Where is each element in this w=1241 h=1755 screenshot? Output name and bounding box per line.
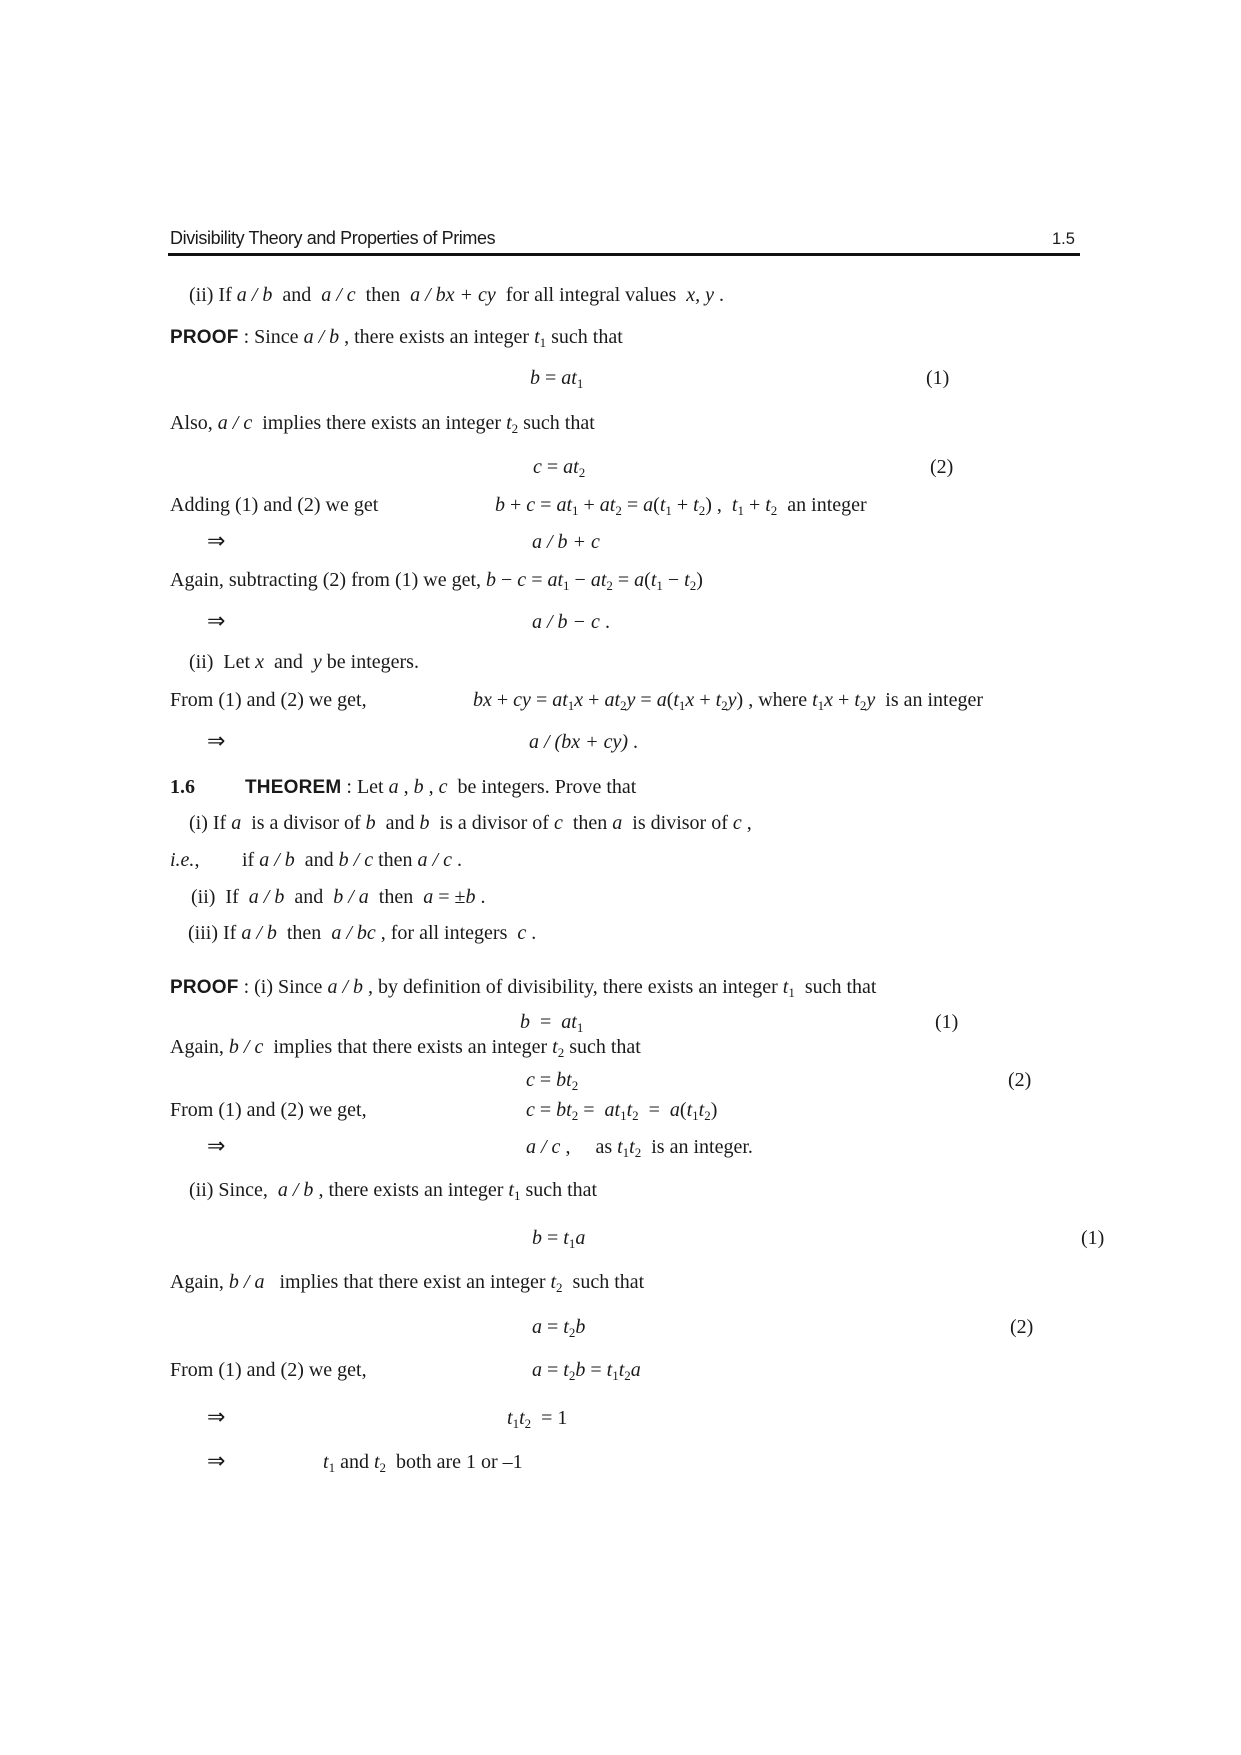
equation: a / b − c . xyxy=(532,611,610,633)
equation: $c = at_2$ xyxy=(533,456,586,480)
text-line: Again, b / a implies that there exist an integer $t_2$ such that xyxy=(170,1271,645,1295)
implies-arrow: ⇒ xyxy=(207,1134,226,1159)
header-title: Divisibility Theory and Properties of Primes xyxy=(170,228,496,248)
text-line: Again, b / c implies that there exists an integer $t_2$ such that xyxy=(170,1036,641,1060)
equation: a / b + c xyxy=(532,531,600,553)
implies-arrow: ⇒ xyxy=(207,1449,226,1474)
text-line: (iii) If a / b then a / bc , for all integers c . xyxy=(188,922,537,944)
implies-arrow: ⇒ xyxy=(207,609,226,634)
equation: $b = at_1$ xyxy=(530,367,584,391)
equation: $a = t_2b$ xyxy=(532,1316,586,1340)
text-line: if a / b and b / c then a / c . xyxy=(242,849,462,871)
equation: $a = t_2b = t_1t_2a$ xyxy=(532,1359,641,1383)
header-rule xyxy=(168,253,1080,256)
implies-arrow: ⇒ xyxy=(207,1405,226,1430)
equation: $b = at_1$ xyxy=(520,1011,584,1035)
text-line: From (1) and (2) we get, xyxy=(170,689,367,711)
text-line: (ii) If a / b and b / a then a = ±b . xyxy=(191,886,486,908)
equation: $c = bt_2$ xyxy=(526,1069,579,1093)
text-line: Also, a / c implies there exists an integer $t_2$ such that xyxy=(170,412,595,436)
text-line: From (1) and (2) we get, xyxy=(170,1359,367,1381)
equation-number: (1) xyxy=(926,367,950,389)
equation-number: (1) xyxy=(1081,1227,1105,1249)
text-line: (ii) Since, a / b , there exists an integer $t_1$ such that xyxy=(189,1179,598,1203)
equation: $b + c = at_1 + at_2 = a(t_1 + t_2)$ , $t_1 + t_2$ an integer xyxy=(495,494,867,518)
text-line: (i) If a is a divisor of b and b is a divisor of c then a is divisor of c , xyxy=(189,812,752,834)
section-number: 1.6 xyxy=(170,776,195,798)
text-line: PROOF : Since a / b , there exists an integer $t_1$ such that xyxy=(170,326,623,350)
equation: $c = bt_2 = at_1t_2 = a(t_1t_2)$ xyxy=(526,1099,718,1123)
text-line: i.e., xyxy=(170,849,200,871)
equation: $b = t_1a$ xyxy=(532,1227,586,1251)
text-line: From (1) and (2) we get, xyxy=(170,1099,367,1121)
text-line: (ii) If a / b and a / c then a / bx + cy for all integral values x, y . xyxy=(189,284,725,306)
equation-number: (2) xyxy=(930,456,954,478)
implies-arrow: ⇒ xyxy=(207,729,226,754)
equation-number: (1) xyxy=(935,1011,959,1033)
equation-number: (2) xyxy=(1008,1069,1032,1091)
text-line: Adding (1) and (2) we get xyxy=(170,494,379,516)
text-line: Again, subtracting (2) from (1) we get, $b - c = at_1 - at_2 = a(t_1 - t_2)$ xyxy=(170,569,703,593)
equation: $t_1$ and $t_2$ both are 1 or –1 xyxy=(323,1451,523,1475)
equation: bx + cy = $at_1x + at_2y = a(t_1x + t_2y)$ , where $t_1x + t_2y$ is an integer xyxy=(473,689,984,713)
equation: a / c , as $t_1t_2$ is an integer. xyxy=(526,1136,753,1160)
text-line: PROOF : (i) Since a / b , by definition of divisibility, there exists an integer $t_1$ such that xyxy=(170,976,877,1000)
text-line: THEOREM : Let a , b , c be integers. Prove that xyxy=(245,776,637,798)
equation-number: (2) xyxy=(1010,1316,1034,1338)
page-number: 1.5 xyxy=(1052,230,1075,248)
text-line: (ii) Let x and y be integers. xyxy=(189,651,419,673)
implies-arrow: ⇒ xyxy=(207,529,226,554)
equation: a / (bx + cy) . xyxy=(529,731,639,753)
equation: $t_1t_2 = 1$ xyxy=(507,1407,568,1431)
